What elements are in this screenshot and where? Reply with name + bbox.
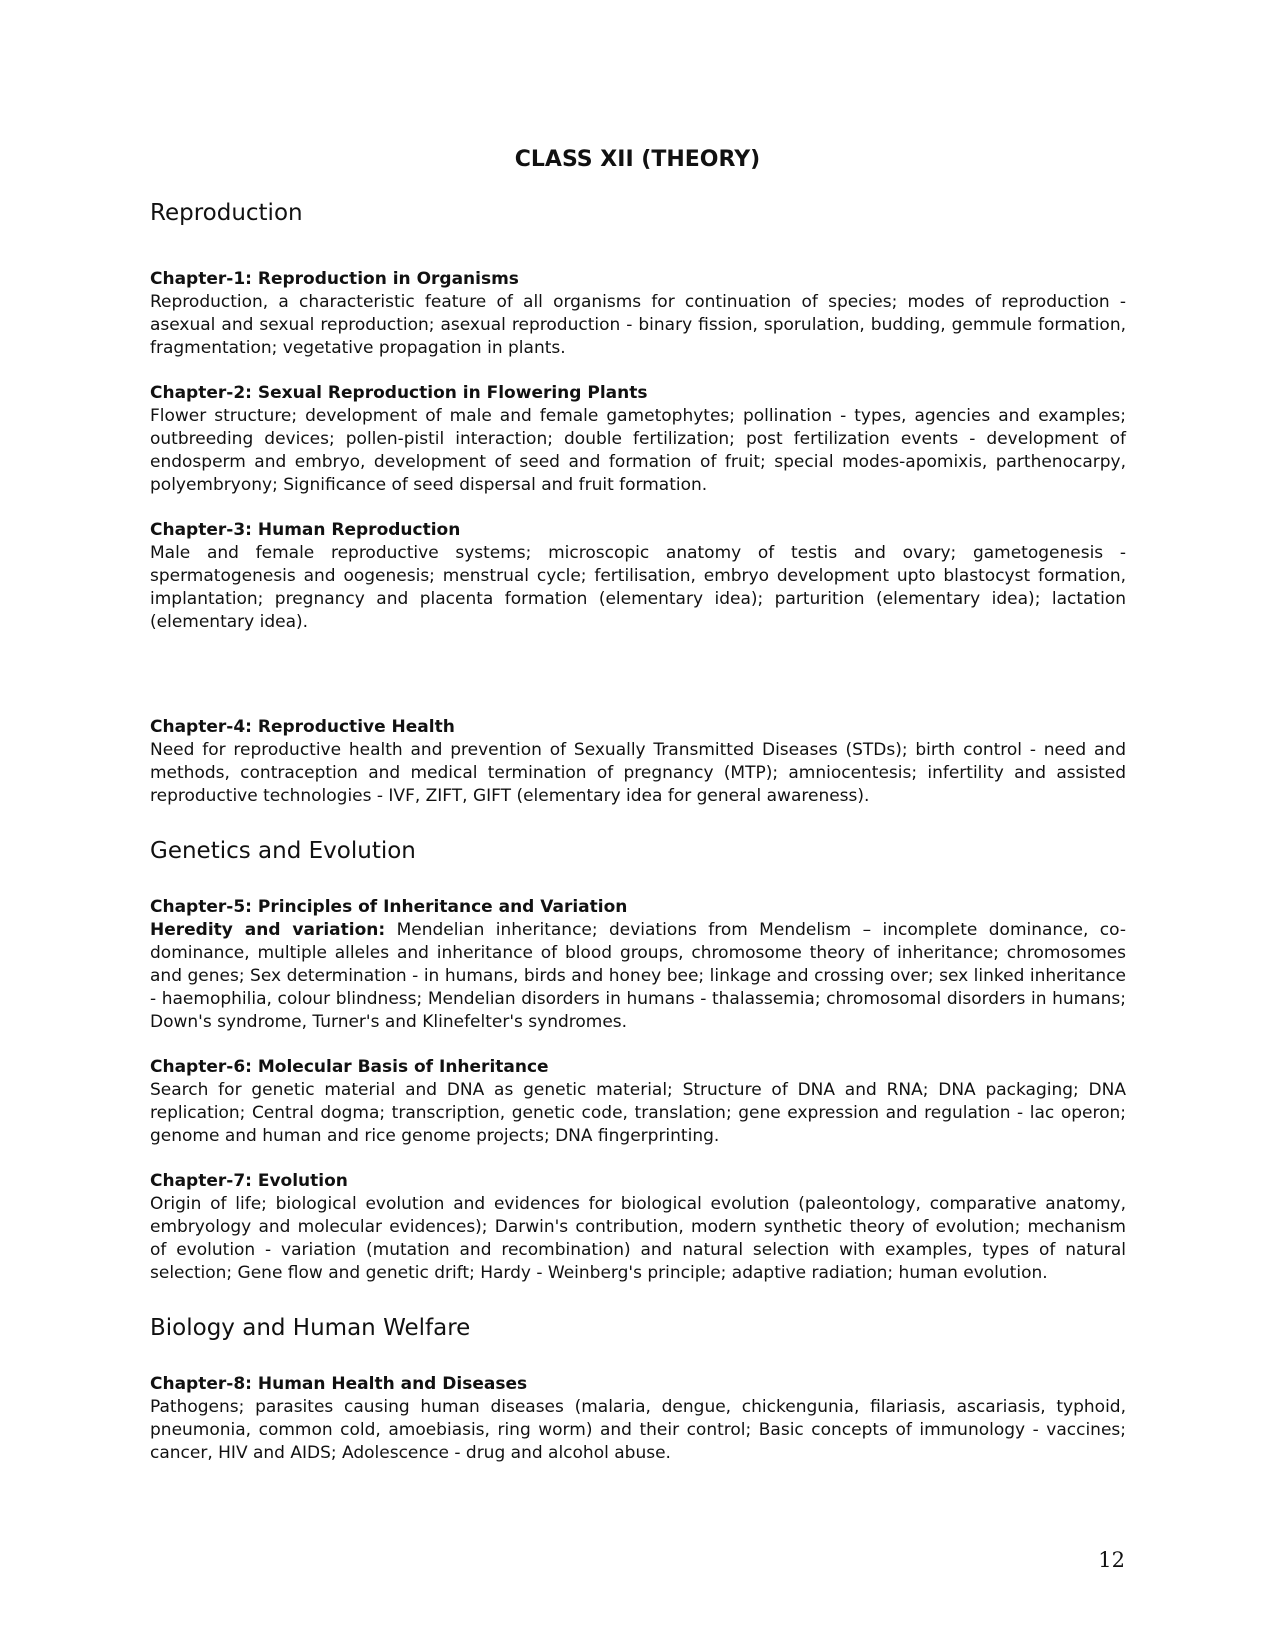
chapter-5	[150, 896, 1126, 1034]
chapter-body: Flower structure; development of male and female gametophytes; pollination - types, agencies and examples; outbreeding devices; pollen-pistil interaction; double fertilization; post fertilization events - development of endosperm and embryo, development of seed and formation of fruit; special modes-apomixis, parthenocarpy, polyembryony; Significance of seed dispersal and fruit formation.	[150, 406, 1126, 495]
chapter-6	[150, 1056, 1126, 1148]
page-gap	[150, 656, 1126, 716]
chapter-7	[150, 1170, 1126, 1285]
chapter-title: Chapter-8: Human Health and Diseases	[150, 1374, 528, 1394]
chapter-body: Origin of life; biological evolution and evidences for biological evolution (paleontology, comparative anatomy, embryology and molecular evidences); Darwin's contribution, modern synthetic theory of evolution; mechanism of evolution - variation (mutation and recombination) and natural selection with examples, types of natural selection; Gene flow and genetic drift; Hardy - Weinberg's principle; adaptive radiation; human evolution.	[150, 1194, 1126, 1283]
chapter-body-text: Mendelian inheritance; deviations from Mendelism – incomplete dominance, co-dominance, multiple alleles and inheritance of blood groups, chromosome theory of inheritance; chromosomes and genes; Sex determination - in humans, birds and honey bee; linkage and crossing over; sex linked inheritance - haemophilia, colour blindness; Mendelian disorders in humans - thalassemia; chromosomal disorders in humans; Down's syndrome, Turner's and Klinefelter's syndromes.	[150, 920, 1126, 1032]
chapter-title: Chapter-2: Sexual Reproduction in Flowering Plants	[150, 383, 648, 403]
syllabus-content	[150, 198, 1126, 1493]
unit-genetics-and-evolution	[150, 836, 1126, 1285]
chapter-8	[150, 1373, 1126, 1465]
chapter-title: Chapter-6: Molecular Basis of Inheritance	[150, 1057, 549, 1077]
chapter-body: Male and female reproductive systems; microscopic anatomy of testis and ovary; gametogenesis - spermatogenesis and oogenesis; menstrual cycle; fertilisation, embryo development upto blastocyst formation, implantation; pregnancy and placenta formation (elementary idea); parturition (elementary idea); lactation (elementary idea).	[150, 543, 1126, 632]
unit-reproduction	[150, 198, 1126, 808]
unit-heading: Reproduction	[150, 200, 303, 226]
page-number: 12	[1098, 1548, 1125, 1572]
chapter-title: Chapter-7: Evolution	[150, 1171, 348, 1191]
chapter-body	[150, 919, 1126, 1034]
chapter-3	[150, 519, 1126, 634]
unit-biology-and-human-welfare	[150, 1313, 1126, 1465]
chapter-body: Reproduction, a characteristic feature of all organisms for continuation of species; modes of reproduction - asexual and sexual reproduction; asexual reproduction - binary fission, sporulation, budding, gemmule formation, fragmentation; vegetative propagation in plants.	[150, 292, 1126, 358]
page-title: CLASS XII (THEORY)	[514, 147, 761, 172]
chapter-title: Chapter-5: Principles of Inheritance and Variation	[150, 897, 628, 917]
chapter-body: Pathogens; parasites causing human diseases (malaria, dengue, chickengunia, filariasis, ascariasis, typhoid, pneumonia, common cold, amoebiasis, ring worm) and their control; Basic concepts of immunology - vaccines; cancer, HIV and AIDS; Adolescence - drug and alcohol abuse.	[150, 1397, 1126, 1463]
unit-heading: Biology and Human Welfare	[150, 1315, 471, 1341]
unit-heading: Genetics and Evolution	[150, 838, 416, 864]
chapter-title: Chapter-1: Reproduction in Organisms	[150, 269, 519, 289]
chapter-lead: Heredity and variation:	[150, 920, 386, 940]
chapter-2	[150, 382, 1126, 497]
chapter-title: Chapter-4: Reproductive Health	[150, 717, 455, 737]
chapter-body: Need for reproductive health and prevention of Sexually Transmitted Diseases (STDs); birth control - need and methods, contraception and medical termination of pregnancy (MTP); amniocentesis; infertility and assisted reproductive technologies - IVF, ZIFT, GIFT (elementary idea for general awareness).	[150, 740, 1126, 806]
chapter-4	[150, 716, 1126, 808]
chapter-title: Chapter-3: Human Reproduction	[150, 520, 461, 540]
chapter-1	[150, 268, 1126, 360]
chapter-body: Search for genetic material and DNA as genetic material; Structure of DNA and RNA; DNA packaging; DNA replication; Central dogma; transcription, genetic code, translation; gene expression and regulation - lac operon; genome and human and rice genome projects; DNA fingerprinting.	[150, 1080, 1126, 1146]
